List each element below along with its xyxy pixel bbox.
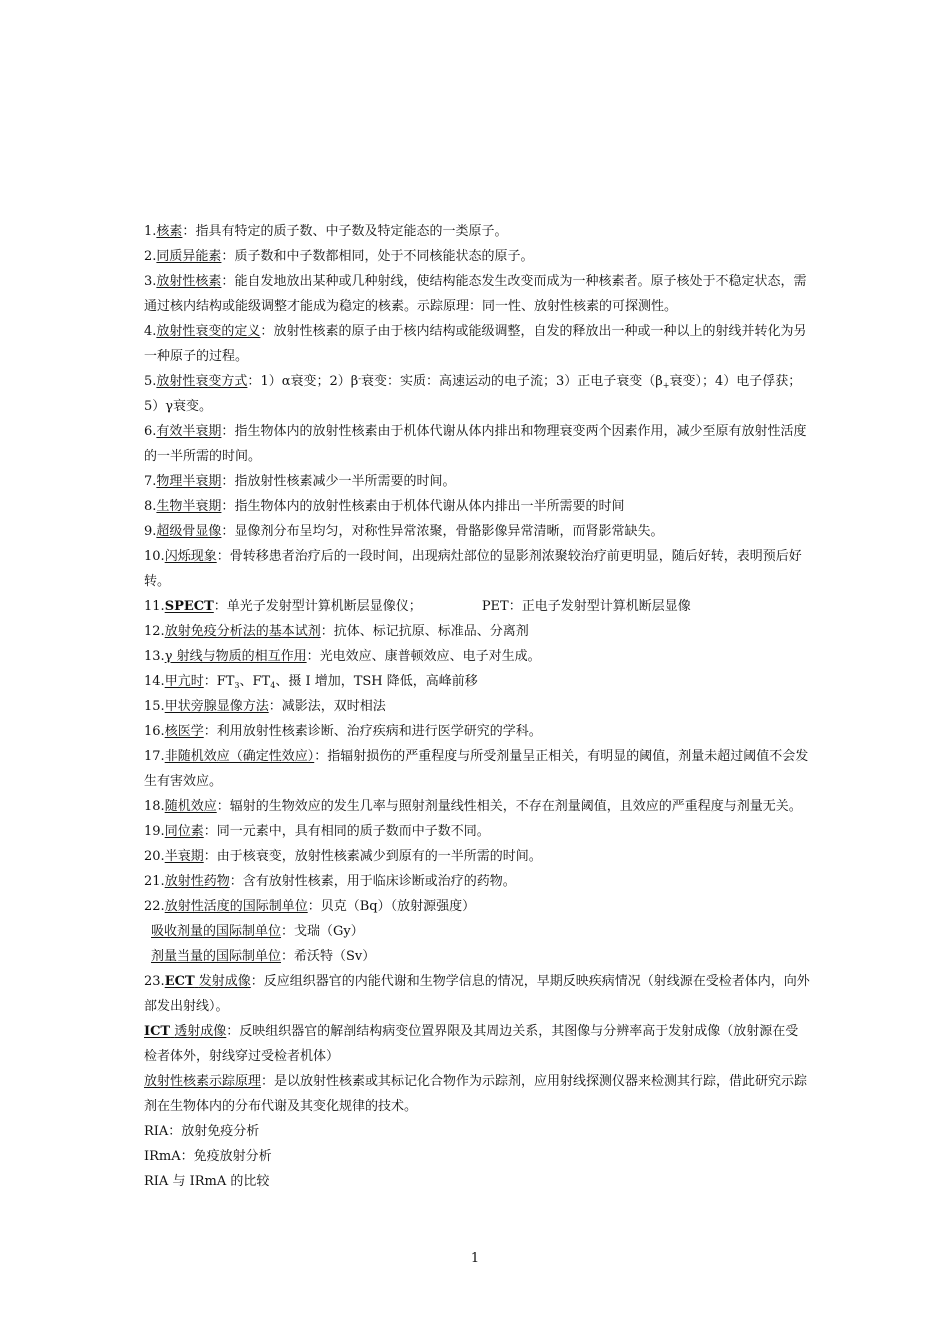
separator: ： bbox=[182, 224, 196, 239]
entry-7 bbox=[144, 469, 810, 494]
entry-number: 5. bbox=[144, 374, 157, 389]
entry-number: 21. bbox=[144, 874, 165, 889]
entry-term: 剂量当量的国际制单位 bbox=[151, 949, 282, 964]
entry-22c bbox=[144, 944, 810, 969]
entry-term: 同质异能素 bbox=[156, 249, 222, 264]
entry-20 bbox=[144, 844, 810, 869]
entry-22 bbox=[144, 894, 810, 919]
entry-term: 闪烁现象 bbox=[164, 549, 217, 564]
entry-term: 有效半衰期 bbox=[156, 424, 222, 439]
entry-text: FT bbox=[216, 674, 235, 689]
entry-term: 超级骨显像 bbox=[156, 524, 222, 539]
entry-text: 放射性核素的原子由于核内结构或能级调整，自发的释放出一种或一种以上的射线并转化为另一种原子的过程。 bbox=[144, 324, 807, 364]
document-body bbox=[144, 219, 810, 1194]
entry-text: 反应组织器官的内能代谢和生物学信息的情况，早期反映疾病情况（射线源在受检者体内，向外部发出射线）。 bbox=[144, 974, 810, 1014]
entry-14 bbox=[144, 669, 810, 694]
entry-term: 放射性衰变的定义 bbox=[156, 324, 261, 339]
entry-text: 指放射性核素减少一半所需要的时间。 bbox=[234, 474, 456, 489]
entry-18 bbox=[144, 794, 810, 819]
entry-text: 指辐射损伤的严重程度与所受剂量呈正相关，有明显的阈值，剂量未超过阈值不会发生有害效应。 bbox=[144, 749, 809, 789]
entry-22b bbox=[144, 919, 810, 944]
entry-1 bbox=[144, 219, 810, 244]
entry-16 bbox=[144, 719, 810, 744]
entry-number: 20. bbox=[144, 849, 165, 864]
page-number: 1 bbox=[470, 1251, 480, 1266]
separator: ： bbox=[216, 799, 230, 814]
separator: ： bbox=[260, 324, 274, 339]
entry-text: 辐射的生物效应的发生几率与照射剂量线性相关，不存在剂量阈值，且效应的严重程度与剂量无关。 bbox=[229, 799, 802, 814]
entry-number: 16. bbox=[144, 724, 165, 739]
separator: ： bbox=[247, 374, 261, 389]
entry-text: 显像剂分布呈均匀，对称性异常浓聚，骨骼影像异常清晰，而肾影常缺失。 bbox=[234, 524, 664, 539]
entry-term: 放射性活度的国际制单位 bbox=[164, 899, 308, 914]
entry-term: 放射性核素 bbox=[156, 274, 222, 289]
entry-term: 发射成像 bbox=[198, 974, 251, 989]
subscript: 3 bbox=[234, 681, 240, 690]
entry-term: 放射性核素示踪原理 bbox=[144, 1074, 262, 1089]
separator: ： bbox=[221, 424, 235, 439]
entry-text: PET：正电子发射型计算机断层显像 bbox=[481, 599, 691, 614]
entry-number: 4. bbox=[144, 324, 157, 339]
entry-3 bbox=[144, 269, 810, 319]
entry-number: 11. bbox=[144, 599, 165, 614]
entry-term: ECT bbox=[164, 974, 195, 989]
entry-text: 同一元素中，具有相同的质子数而中子数不同。 bbox=[216, 824, 490, 839]
separator: ： bbox=[221, 274, 235, 289]
entry-number: 23. bbox=[144, 974, 165, 989]
tail-line-1: RIA：放射免疫分析 bbox=[144, 1124, 260, 1139]
entry-text: 、摄 I 增加，TSH 降低，高峰前移 bbox=[275, 674, 478, 689]
entry-number: 17. bbox=[144, 749, 165, 764]
entry-11 bbox=[144, 594, 810, 619]
separator: ： bbox=[226, 1024, 240, 1039]
entry-text: 指具有特定的质子数、中子数及特定能态的一类原子。 bbox=[195, 224, 508, 239]
entry-text: 由于核衰变，放射性核素减少到原有的一半所需的时间。 bbox=[216, 849, 542, 864]
entry-term: 甲亢时 bbox=[164, 674, 204, 689]
separator: ： bbox=[203, 849, 217, 864]
separator: ： bbox=[221, 499, 235, 514]
separator: ： bbox=[221, 474, 235, 489]
entry-text: 骨转移患者治疗后的一段时间，出现病灶部位的显影剂浓聚较治疗前更明显，随后好转，表明预后好转。 bbox=[144, 549, 802, 589]
entry-term: γ 射线与物质的相互作用 bbox=[164, 649, 307, 664]
entry-text: 1）α衰变；2）β bbox=[260, 374, 359, 389]
entry-number: 3. bbox=[144, 274, 157, 289]
entry-term: 透射成像 bbox=[174, 1024, 227, 1039]
entry-13 bbox=[144, 644, 810, 669]
entry-term: 放射免疫分析法的基本试剂 bbox=[164, 624, 321, 639]
entry-17 bbox=[144, 744, 810, 794]
entry-number: 10. bbox=[144, 549, 165, 564]
separator: ： bbox=[203, 824, 217, 839]
entry-number: 15. bbox=[144, 699, 165, 714]
separator: ： bbox=[281, 949, 295, 964]
separator: ： bbox=[250, 974, 264, 989]
entry-10 bbox=[144, 544, 810, 594]
entry-text: 戈瑞（Gy） bbox=[294, 924, 364, 939]
entry-term: 物理半衰期 bbox=[156, 474, 222, 489]
entry-number: 18. bbox=[144, 799, 165, 814]
entry-text: 贝克（Bq）（放射源强度） bbox=[320, 899, 476, 914]
separator: ： bbox=[229, 874, 243, 889]
entry-term: ICT bbox=[144, 1024, 171, 1039]
separator: ： bbox=[221, 524, 235, 539]
subscript: 4 bbox=[270, 681, 276, 690]
entry-term: 放射性药物 bbox=[164, 874, 230, 889]
separator: ： bbox=[306, 649, 320, 664]
entry-21 bbox=[144, 869, 810, 894]
entry-term: 生物半衰期 bbox=[156, 499, 222, 514]
entry-text: 衰变）；4）电子俘获；5）γ衰变。 bbox=[144, 374, 802, 414]
entry-number: 8. bbox=[144, 499, 157, 514]
entry-ict bbox=[144, 1019, 810, 1069]
entry-text: 减影法，双时相法 bbox=[281, 699, 386, 714]
entry-text: 含有放射性核素，用于临床诊断或治疗的药物。 bbox=[242, 874, 516, 889]
entry-number: 14. bbox=[144, 674, 165, 689]
entry-text: 反映组织器官的解剖结构病变位置界限及其周边关系，其图像与分辨率高于发射成像（放射源在受检者体外，射线穿过受检者机体） bbox=[144, 1024, 799, 1064]
entry-number: 12. bbox=[144, 624, 165, 639]
separator: ： bbox=[221, 249, 235, 264]
entry-term: 核素 bbox=[156, 224, 183, 239]
entry-number: 7. bbox=[144, 474, 157, 489]
separator: ： bbox=[213, 599, 227, 614]
entry-term: SPECT bbox=[164, 599, 214, 614]
entry-text: 能自发地放出某种或几种射线，使结构能态发生改变而成为一种核素者。原子核处于不稳定状态，需通过核内结构或能级调整才能成为稳定的核素。示踪原理：同一性、放射性核素的可探测性。 bbox=[144, 274, 807, 314]
entry-term: 半衰期 bbox=[164, 849, 204, 864]
entry-text: 利用放射性核素诊断、治疗疾病和进行医学研究的学科。 bbox=[216, 724, 542, 739]
separator: ： bbox=[216, 549, 230, 564]
entry-term: 非随机效应（确定性效应） bbox=[164, 749, 315, 764]
separator: ： bbox=[261, 1074, 275, 1089]
entry-text: 光电效应、康普顿效应、电子对生成。 bbox=[319, 649, 541, 664]
tail-line-3: RIA 与 IRmA 的比较 bbox=[144, 1174, 270, 1189]
entry-term: 吸收剂量的国际制单位 bbox=[151, 924, 282, 939]
entry-text: 希沃特（Sv） bbox=[294, 949, 376, 964]
entry-term: 随机效应 bbox=[164, 799, 217, 814]
entry-text: 是以放射性核素或其标记化合物作为示踪剂，应用射线探测仪器来检测其行踪，借此研究示踪剂在生物体内的分布代谢及其变化规律的技术。 bbox=[144, 1074, 808, 1114]
entry-8 bbox=[144, 494, 810, 519]
separator: ： bbox=[281, 924, 295, 939]
separator: ： bbox=[203, 724, 217, 739]
entry-15 bbox=[144, 694, 810, 719]
entry-text: 质子数和中子数都相同，处于不同核能状态的原子。 bbox=[234, 249, 534, 264]
entry-term: 核医学 bbox=[164, 724, 204, 739]
entry-9 bbox=[144, 519, 810, 544]
entry-term: 放射性衰变方式 bbox=[156, 374, 248, 389]
entry-19 bbox=[144, 819, 810, 844]
entry-23 bbox=[144, 969, 810, 1019]
plus-sign: + bbox=[662, 381, 670, 390]
separator: ： bbox=[307, 899, 321, 914]
minus-sign: - bbox=[358, 374, 361, 383]
entry-6 bbox=[144, 419, 810, 469]
entry-text: 单光子发射型计算机断层显像仪； bbox=[226, 599, 422, 614]
entry-text: 抗体、标记抗原、标准品、分离剂 bbox=[333, 624, 529, 639]
separator: ： bbox=[314, 749, 328, 764]
entry-text: 、FT bbox=[239, 674, 271, 689]
entry-term: 同位素 bbox=[164, 824, 204, 839]
entry-term: 甲状旁腺显像方法 bbox=[164, 699, 269, 714]
entry-number: 19. bbox=[144, 824, 165, 839]
tail-line-2: IRmA：免疫放射分析 bbox=[144, 1149, 272, 1164]
entry-12 bbox=[144, 619, 810, 644]
entry-text: 指生物体内的放射性核素由于机体代谢从体内排出一半所需要的时间 bbox=[234, 499, 625, 514]
entry-number: 2. bbox=[144, 249, 157, 264]
entry-number: 9. bbox=[144, 524, 157, 539]
entry-2 bbox=[144, 244, 810, 269]
entry-5 bbox=[144, 369, 810, 419]
separator: ： bbox=[320, 624, 334, 639]
entry-number: 22. bbox=[144, 899, 165, 914]
entry-4 bbox=[144, 319, 810, 369]
entry-number: 13. bbox=[144, 649, 165, 664]
entry-number: 6. bbox=[144, 424, 157, 439]
entry-tracer bbox=[144, 1069, 810, 1119]
entry-text: 衰变：实质：高速运动的电子流；3）正电子衰变（β bbox=[360, 374, 663, 389]
entry-text: 指生物体内的放射性核素由于机体代谢从体内排出和物理衰变两个因素作用，减少至原有放射性活度的一半所需的时间。 bbox=[144, 424, 807, 464]
separator: ： bbox=[203, 674, 217, 689]
entry-number: 1. bbox=[144, 224, 157, 239]
separator: ： bbox=[268, 699, 282, 714]
